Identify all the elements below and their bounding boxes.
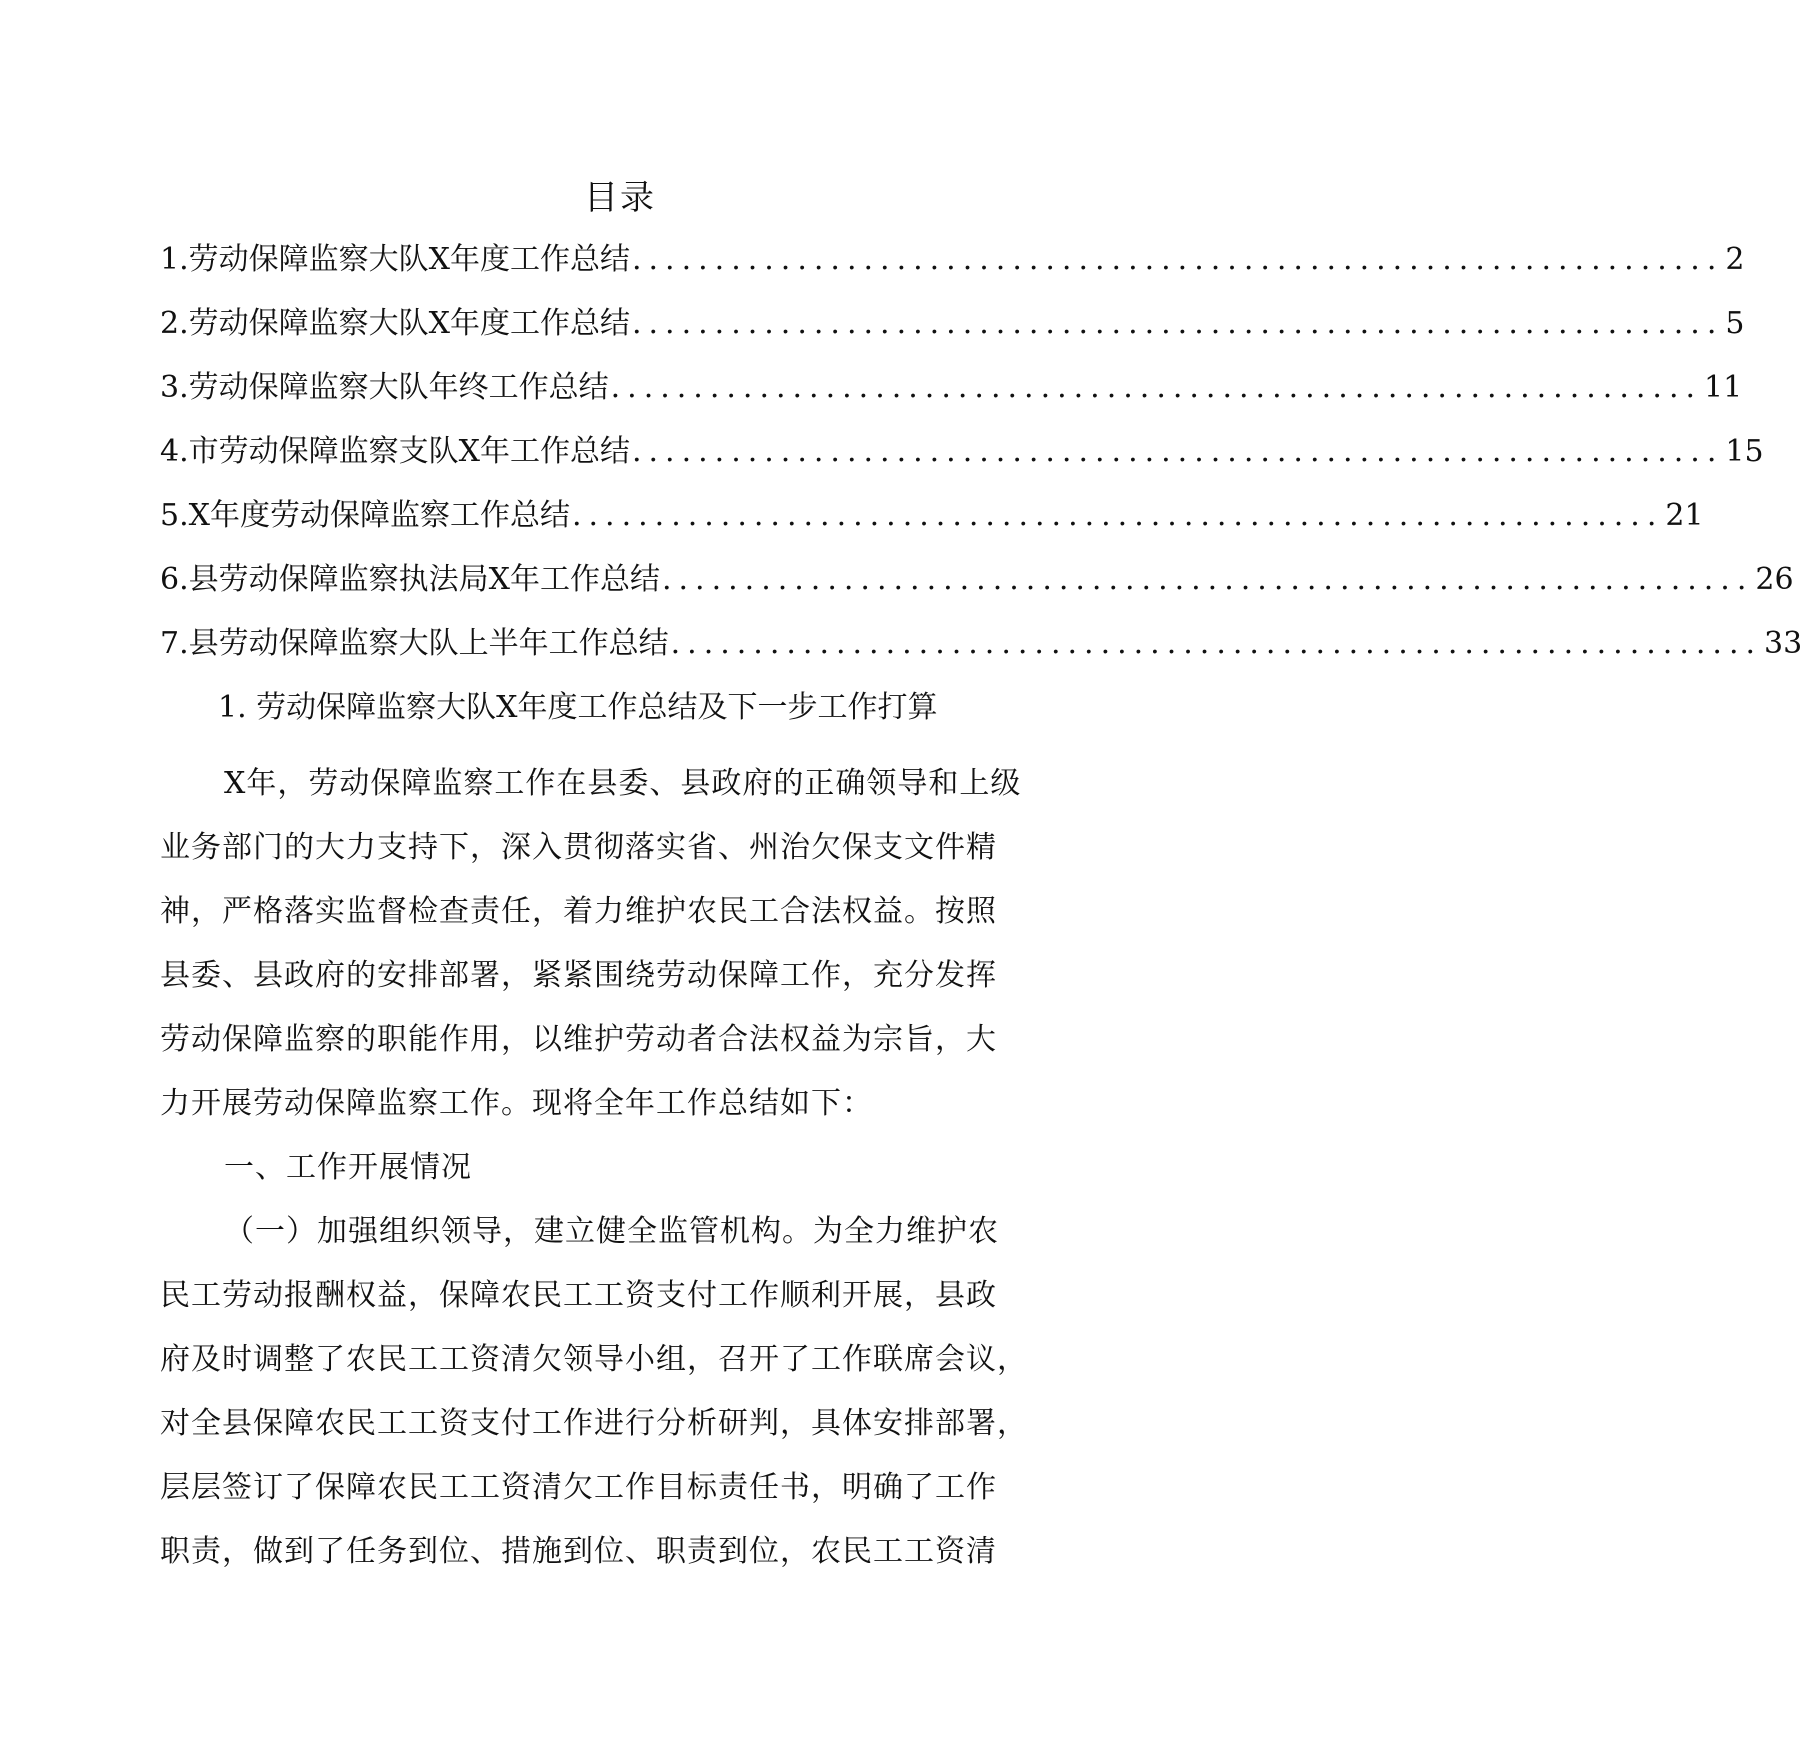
toc-entry[interactable] [160, 240, 1745, 304]
toc-dot-leader: .................................................................. [610, 370, 1703, 405]
toc-entry-title: X年度劳动保障监察工作总结 [188, 498, 570, 533]
body-line: 层层签订了保障农民工工资清欠工作目标责任书，明确了工作 [160, 1470, 997, 1505]
table-of-contents [160, 240, 1802, 688]
toc-dot-leader: .................................................................. [631, 242, 1724, 277]
toc-entry[interactable] [160, 368, 1743, 432]
body-line: 对全县保障农民工工资支付工作进行分析研判，具体安排部署， [160, 1406, 1028, 1441]
toc-entry-number: 5. [160, 498, 189, 533]
body-line: 力开展劳动保障监察工作。现将全年工作总结如下： [160, 1086, 873, 1121]
toc-entry-page: 5 [1725, 306, 1745, 341]
body-line: 业务部门的大力支持下，深入贯彻落实省、州治欠保支文件精 [160, 830, 997, 865]
toc-entry-page: 21 [1665, 498, 1704, 533]
toc-entry-title: 劳动保障监察大队X年度工作总结 [188, 306, 630, 341]
toc-entry-title: 市劳动保障监察支队X年工作总结 [188, 434, 630, 469]
toc-entry-number: 7. [160, 626, 189, 661]
toc-entry-page: 11 [1704, 370, 1743, 405]
toc-dot-leader: .................................................................. [571, 498, 1664, 533]
toc-entry-title: 县劳动保障监察大队上半年工作总结 [188, 626, 669, 661]
body-line: 神，严格落实监督检查责任，着力维护农民工合法权益。按照 [160, 894, 997, 929]
toc-entry-number: 3. [160, 370, 189, 405]
toc-entry-page: 2 [1725, 242, 1745, 277]
toc-entry[interactable] [160, 624, 1802, 688]
toc-entry-page: 26 [1755, 562, 1794, 597]
toc-entry-number: 2. [160, 306, 189, 341]
article-body [160, 752, 1100, 1584]
toc-dot-leader: .................................................................. [631, 306, 1724, 341]
toc-dot-leader: .................................................................. [661, 562, 1754, 597]
toc-title: 目录 [584, 178, 656, 218]
body-line: 县委、县政府的安排部署，紧紧围绕劳动保障工作，充分发挥 [160, 958, 997, 993]
body-line: （一）加强组织领导，建立健全监管机构。为全力维护农 [224, 1214, 999, 1249]
toc-entry-title: 劳动保障监察大队X年度工作总结 [188, 242, 630, 277]
toc-entry-page: 15 [1725, 434, 1764, 469]
body-line: 劳动保障监察的职能作用，以维护劳动者合法权益为宗旨，大 [160, 1022, 997, 1057]
toc-entry-number: 4. [160, 434, 189, 469]
toc-entry[interactable] [160, 496, 1704, 560]
toc-entry[interactable] [160, 560, 1794, 624]
article-heading: 1. 劳动保障监察大队X年度工作总结及下一步工作打算 [218, 690, 938, 725]
toc-entry[interactable] [160, 432, 1764, 496]
toc-entry-number: 1. [160, 242, 189, 277]
toc-entry-title: 劳动保障监察大队年终工作总结 [188, 370, 609, 405]
toc-entry[interactable] [160, 304, 1745, 368]
body-line: 民工劳动报酬权益，保障农民工工资支付工作顺利开展，县政 [160, 1278, 997, 1313]
body-line: 府及时调整了农民工工资清欠领导小组，召开了工作联席会议， [160, 1342, 1028, 1377]
body-line: 职责，做到了任务到位、措施到位、职责到位，农民工工资清 [160, 1534, 997, 1569]
toc-dot-leader: .................................................................. [670, 626, 1763, 661]
toc-entry-number: 6. [160, 562, 189, 597]
toc-dot-leader: .................................................................. [631, 434, 1724, 469]
section-subheading: 一、工作开展情况 [224, 1150, 472, 1185]
body-line: X年，劳动保障监察工作在县委、县政府的正确领导和上级 [224, 766, 1022, 801]
toc-entry-title: 县劳动保障监察执法局X年工作总结 [188, 562, 660, 597]
toc-entry-page: 33 [1764, 626, 1802, 661]
